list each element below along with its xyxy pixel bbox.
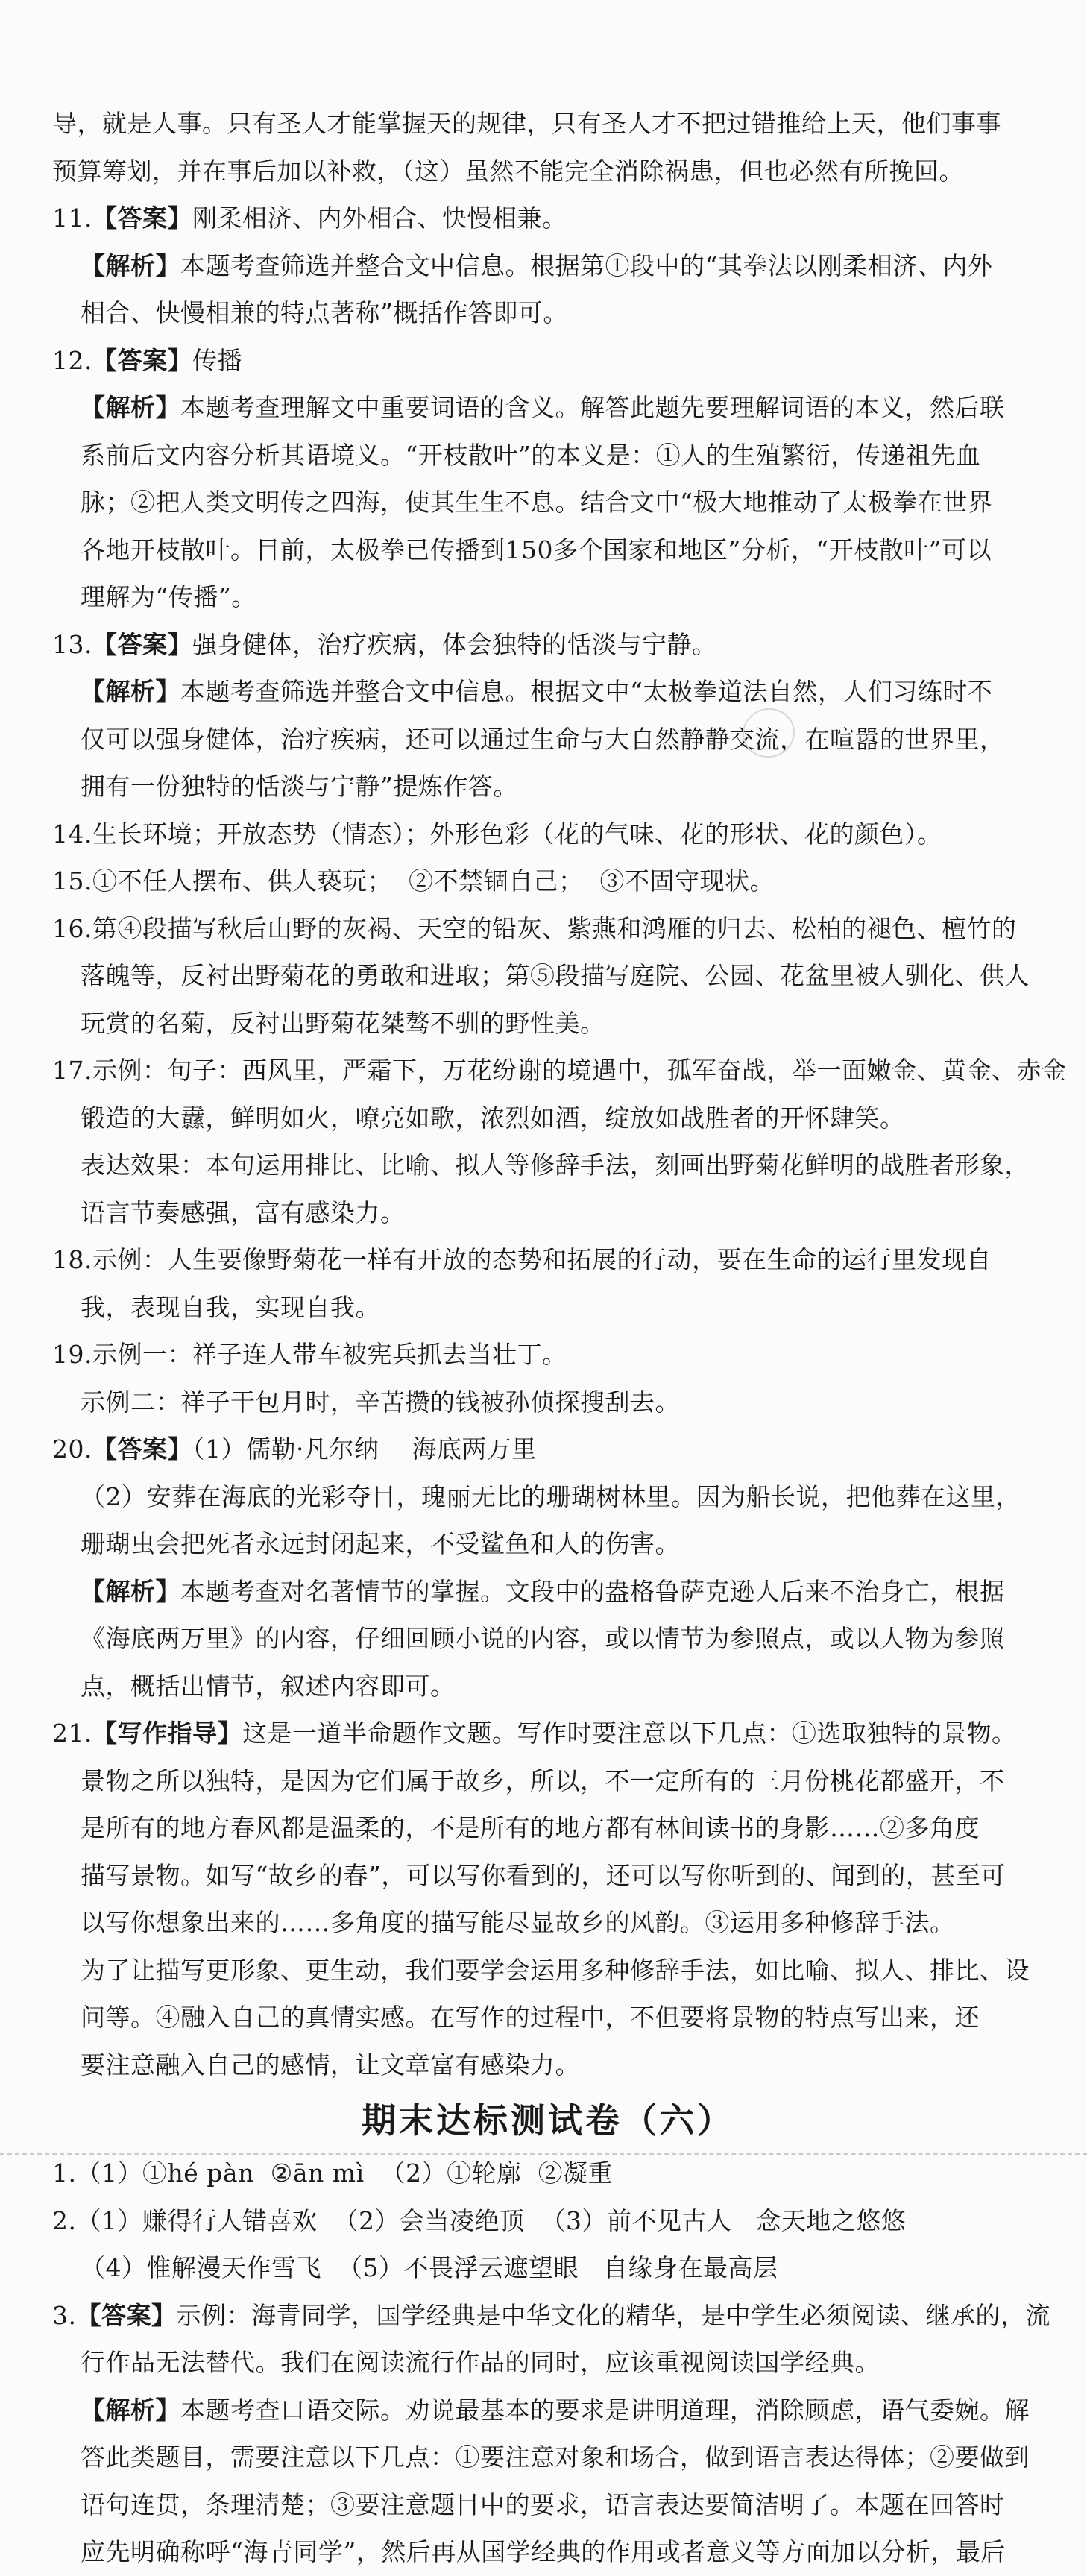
text-line bbox=[52, 668, 1044, 716]
line-text: 刚柔相济、内外相合、快慢相兼。 bbox=[192, 204, 567, 233]
line-text: 示例一：祥子连人带车被宪兵抓去当壮丁。 bbox=[92, 1340, 567, 1369]
answer-block-part1 bbox=[52, 100, 1067, 2088]
line-text: 理解为“传播”。 bbox=[81, 582, 256, 611]
line-text: 各地开枝散叶。目前，太极拳已传播到150多个国家和地区”分析，“开枝散叶”可以 bbox=[81, 535, 992, 564]
question-number: 14. bbox=[52, 819, 92, 848]
line-text: （4）惟解漫天作雪飞 （5）不畏浮云遮望眼 自缘身在最高层 bbox=[81, 2253, 778, 2282]
line-text: 以写你想象出来的……多角度的描写能尽显故乡的风韵。③运用多种修辞手法。 bbox=[81, 1908, 955, 1937]
section-title: 期末达标测试卷（六） bbox=[362, 2100, 734, 2141]
line-text: 示例：人生要像野菊花一样有开放的态势和拓展的行动，要在生命的运行里发现自 bbox=[92, 1245, 992, 1274]
text-line bbox=[52, 1284, 1044, 1332]
text-line bbox=[52, 1426, 1044, 1473]
line-text: 系前后文内容分析其语境义。“开枝散叶”的本义是：①人的生殖繁衍，传递祖先血 bbox=[81, 440, 981, 470]
text-line bbox=[52, 1189, 1044, 1237]
answer-tag: 【写作指导】 bbox=[92, 1719, 242, 1748]
question-number: 12. bbox=[52, 345, 92, 375]
line-text: 相合、快慢相兼的特点著称”概括作答即可。 bbox=[81, 298, 568, 327]
text-line bbox=[52, 2292, 1050, 2340]
text-line bbox=[52, 2339, 1044, 2387]
text-line bbox=[52, 1852, 1044, 1900]
line-text: 这是一道半命题作文题。写作时要注意以下几点：①选取独特的景物。 bbox=[242, 1719, 1017, 1748]
text-line bbox=[52, 100, 1044, 148]
question-number: 17. bbox=[52, 1056, 92, 1085]
text-line bbox=[52, 2528, 1044, 2576]
text-line bbox=[52, 195, 1044, 242]
line-text: 点，概括出情节，叙述内容即可。 bbox=[81, 1671, 456, 1701]
text-line bbox=[52, 1568, 1044, 1616]
text-line bbox=[52, 573, 1044, 621]
text-line bbox=[52, 384, 1044, 432]
text-line bbox=[52, 1047, 1067, 1095]
line-text: 预算筹划，并在事后加以补救，（这）虽然不能完全消除祸患，但也必然有所挽回。 bbox=[52, 156, 964, 186]
text-line bbox=[52, 1520, 1044, 1568]
text-line bbox=[52, 432, 1044, 479]
line-text: （1）儒勒·凡尔纳 海底两万里 bbox=[192, 1435, 537, 1464]
line-text: 景物之所以独特，是因为它们属于故乡，所以，不一定所有的三月份桃花都盛开，不 bbox=[81, 1766, 1005, 1795]
line-text: 本题考查筛选并整合文中信息。根据第①段中的“其拳法以刚柔相济、内外 bbox=[180, 251, 993, 280]
line-text: 示例二：祥子干包月时，辛苦攒的钱被孙侦探搜刮去。 bbox=[81, 1387, 680, 1417]
question-number: 2. bbox=[52, 2205, 77, 2235]
line-text: 本题考查筛选并整合文中信息。根据文中“太极拳道法自然，人们习练时不 bbox=[180, 677, 993, 706]
text-line bbox=[52, 2244, 1044, 2292]
answer-block-part2 bbox=[52, 2150, 1050, 2576]
text-line bbox=[52, 1141, 1044, 1189]
line-text: 行作品无法替代。我们在阅读流行作品的同时，应该重视阅读国学经典。 bbox=[81, 2348, 880, 2377]
text-line bbox=[52, 810, 1044, 858]
text-line bbox=[52, 1379, 1044, 1426]
line-text: 拥有一份独特的恬淡与宁静”提炼作答。 bbox=[81, 772, 518, 801]
text-line bbox=[52, 905, 1044, 953]
line-text: 脉；②把人类文明传之四海，使其生生不息。结合文中“极大地推动了太极拳在世界 bbox=[81, 488, 993, 517]
line-text: 本题考查对名著情节的掌握。文段中的盎格鲁萨克逊人后来不治身亡，根据 bbox=[180, 1576, 1005, 1606]
text-line bbox=[52, 1899, 1044, 1947]
answer-tag: 【答案】 bbox=[92, 204, 192, 233]
text-line bbox=[52, 1473, 1044, 1521]
line-text: （2）安葬在海底的光彩夺目，瑰丽无比的珊瑚树林里。因为船长说，把他葬在这里， bbox=[81, 1481, 1021, 1511]
line-text: 应先明确称呼“海青同学”，然后再从国学经典的作用或者意义等方面加以分析，最后 bbox=[81, 2537, 1006, 2566]
line-text: （1）①hé pàn ②ān mì （2）①轮廓 ②凝重 bbox=[76, 2158, 614, 2188]
answer-tag: 【解析】 bbox=[81, 2395, 180, 2425]
text-line bbox=[52, 2481, 1044, 2529]
text-line bbox=[52, 479, 1044, 526]
question-number: 18. bbox=[52, 1245, 92, 1274]
line-text: 是所有的地方春风都是温柔的，不是所有的地方都有林间读书的身影……②多角度 bbox=[81, 1813, 980, 1842]
question-number: 21. bbox=[52, 1719, 92, 1748]
text-line bbox=[52, 1804, 1044, 1852]
line-text: 描写景物。如写“故乡的春”，可以写你看到的，还可以写你听到的、闻到的，甚至可 bbox=[81, 1860, 1006, 1890]
text-line bbox=[52, 1710, 1044, 1757]
question-number: 11. bbox=[52, 204, 92, 233]
line-text: 第④段描写秋后山野的灰褐、天空的铅灰、紫燕和鸿雁的归去、松柏的褪色、檀竹的 bbox=[92, 913, 1017, 943]
line-text: 示例：句子：西风里，严霜下，万花纷谢的境遇中，孤军奋战，举一面嫩金、黄金、赤金 bbox=[92, 1056, 1067, 1085]
text-line bbox=[52, 952, 1044, 1000]
answer-tag: 【解析】 bbox=[81, 677, 180, 706]
text-line bbox=[52, 857, 1044, 905]
line-text: 锻造的大纛，鲜明如火，嘹亮如歌，浓烈如酒，绽放如战胜者的开怀肆笑。 bbox=[81, 1103, 905, 1133]
line-text: 仅可以强身健体，治疗疾病，还可以通过生命与大自然静静交流，在喧嚣的世界里， bbox=[81, 724, 1005, 754]
answer-page bbox=[52, 100, 1067, 2576]
text-line bbox=[52, 1757, 1044, 1805]
question-number: 19. bbox=[52, 1340, 92, 1369]
text-line bbox=[52, 1000, 1044, 1048]
answer-tag: 【解析】 bbox=[81, 251, 180, 280]
line-text: ①不任人摆布、供人亵玩； ②不禁锢自己； ③不固守现状。 bbox=[92, 866, 775, 895]
line-text: 为了让描写更形象、更生动，我们要学会运用多种修辞手法，如比喻、拟人、排比、设 bbox=[81, 1955, 1030, 1985]
text-line bbox=[52, 148, 1044, 195]
line-text: 落魄等，反衬出野菊花的勇敢和进取；第⑤段描写庭院、公园、花盆里被人驯化、供人 bbox=[81, 961, 1030, 990]
text-line bbox=[52, 1095, 1044, 1142]
line-text: 《海底两万里》的内容，仔细回顾小说的内容，或以情节为参照点，或以人物为参照 bbox=[81, 1624, 1005, 1653]
question-number: 3. bbox=[52, 2300, 77, 2330]
answer-tag: 【答案】 bbox=[92, 629, 192, 659]
text-line bbox=[52, 2041, 1044, 2089]
line-text: 玩赏的名菊，反衬出野菊花桀骜不驯的野性美。 bbox=[81, 1008, 605, 1038]
text-line bbox=[52, 2434, 1044, 2481]
answer-tag: 【解析】 bbox=[81, 393, 180, 422]
answer-tag: 【解析】 bbox=[81, 1576, 180, 1606]
line-text: 传播 bbox=[192, 345, 242, 375]
line-text: 珊瑚虫会把死者永远封闭起来，不受鲨鱼和人的伤害。 bbox=[81, 1529, 680, 1558]
line-text: 表达效果：本句运用排比、比喻、拟人等修辞手法，刻画出野菊花鲜明的战胜者形象， bbox=[81, 1150, 1030, 1180]
answer-tag: 【答案】 bbox=[76, 2300, 177, 2330]
text-line bbox=[52, 2197, 1044, 2245]
line-text: 语言节奏感强，富有感染力。 bbox=[81, 1197, 406, 1227]
line-text: 生长环境；开放态势（情态）；外形色彩（花的气味、花的形状、花的颜色）。 bbox=[92, 819, 942, 848]
answer-tag: 【答案】 bbox=[92, 345, 192, 375]
fold-divider bbox=[0, 2153, 1087, 2155]
text-line bbox=[52, 1947, 1044, 1994]
line-text: 我，表现自我，实现自我。 bbox=[81, 1292, 380, 1322]
text-line bbox=[52, 621, 1044, 669]
question-number: 16. bbox=[52, 913, 92, 943]
text-line bbox=[52, 1236, 1044, 1284]
text-line bbox=[52, 1663, 1044, 1710]
text-line bbox=[52, 526, 1044, 574]
text-line bbox=[52, 242, 1044, 290]
text-line bbox=[52, 1994, 1044, 2041]
text-line bbox=[52, 289, 1044, 337]
line-text: 答此类题目，需要注意以下几点：①要注意对象和场合，做到语言表达得体；②要做到 bbox=[81, 2443, 1030, 2472]
line-text: 示例：海青同学，国学经典是中华文化的精华，是中学生必须阅读、继承的，流 bbox=[176, 2300, 1050, 2330]
answer-tag: 【答案】 bbox=[92, 1435, 192, 1464]
line-text: 问等。④融入自己的真情实感。在写作的过程中，不但要将景物的特点写出来，还 bbox=[81, 2003, 980, 2032]
question-number: 13. bbox=[52, 629, 92, 659]
line-text: 语句连贯，条理清楚；③要注意题目中的要求，语言表达要简洁明了。本题在回答时 bbox=[81, 2490, 1005, 2519]
line-text: 导，就是人事。只有圣人才能掌握天的规律，只有圣人才不把过错推给上天，他们事事 bbox=[52, 109, 1001, 138]
text-line bbox=[52, 337, 1044, 385]
text-line bbox=[52, 2387, 1044, 2434]
text-line bbox=[52, 1331, 1044, 1379]
line-text: 本题考查理解文中重要词语的含义。解答此题先要理解词语的本义，然后联 bbox=[180, 393, 1005, 422]
question-number: 1. bbox=[52, 2158, 77, 2188]
text-line bbox=[52, 716, 1044, 763]
question-number: 20. bbox=[52, 1435, 92, 1464]
text-line bbox=[52, 1615, 1044, 1663]
line-text: 要注意融入自己的感情，让文章富有感染力。 bbox=[81, 2050, 580, 2079]
text-line bbox=[52, 2150, 1044, 2197]
question-number: 15. bbox=[52, 866, 92, 895]
line-text: 强身健体，治疗疾病，体会独特的恬淡与宁静。 bbox=[192, 629, 717, 659]
line-text: （1）赚得行人错喜欢 （2）会当凌绝顶 （3）前不见古人 念天地之悠悠 bbox=[76, 2205, 907, 2235]
text-line bbox=[52, 763, 1044, 810]
line-text: 本题考查口语交际。劝说最基本的要求是讲明道理，消除顾虑，语气委婉。解 bbox=[180, 2395, 1030, 2425]
